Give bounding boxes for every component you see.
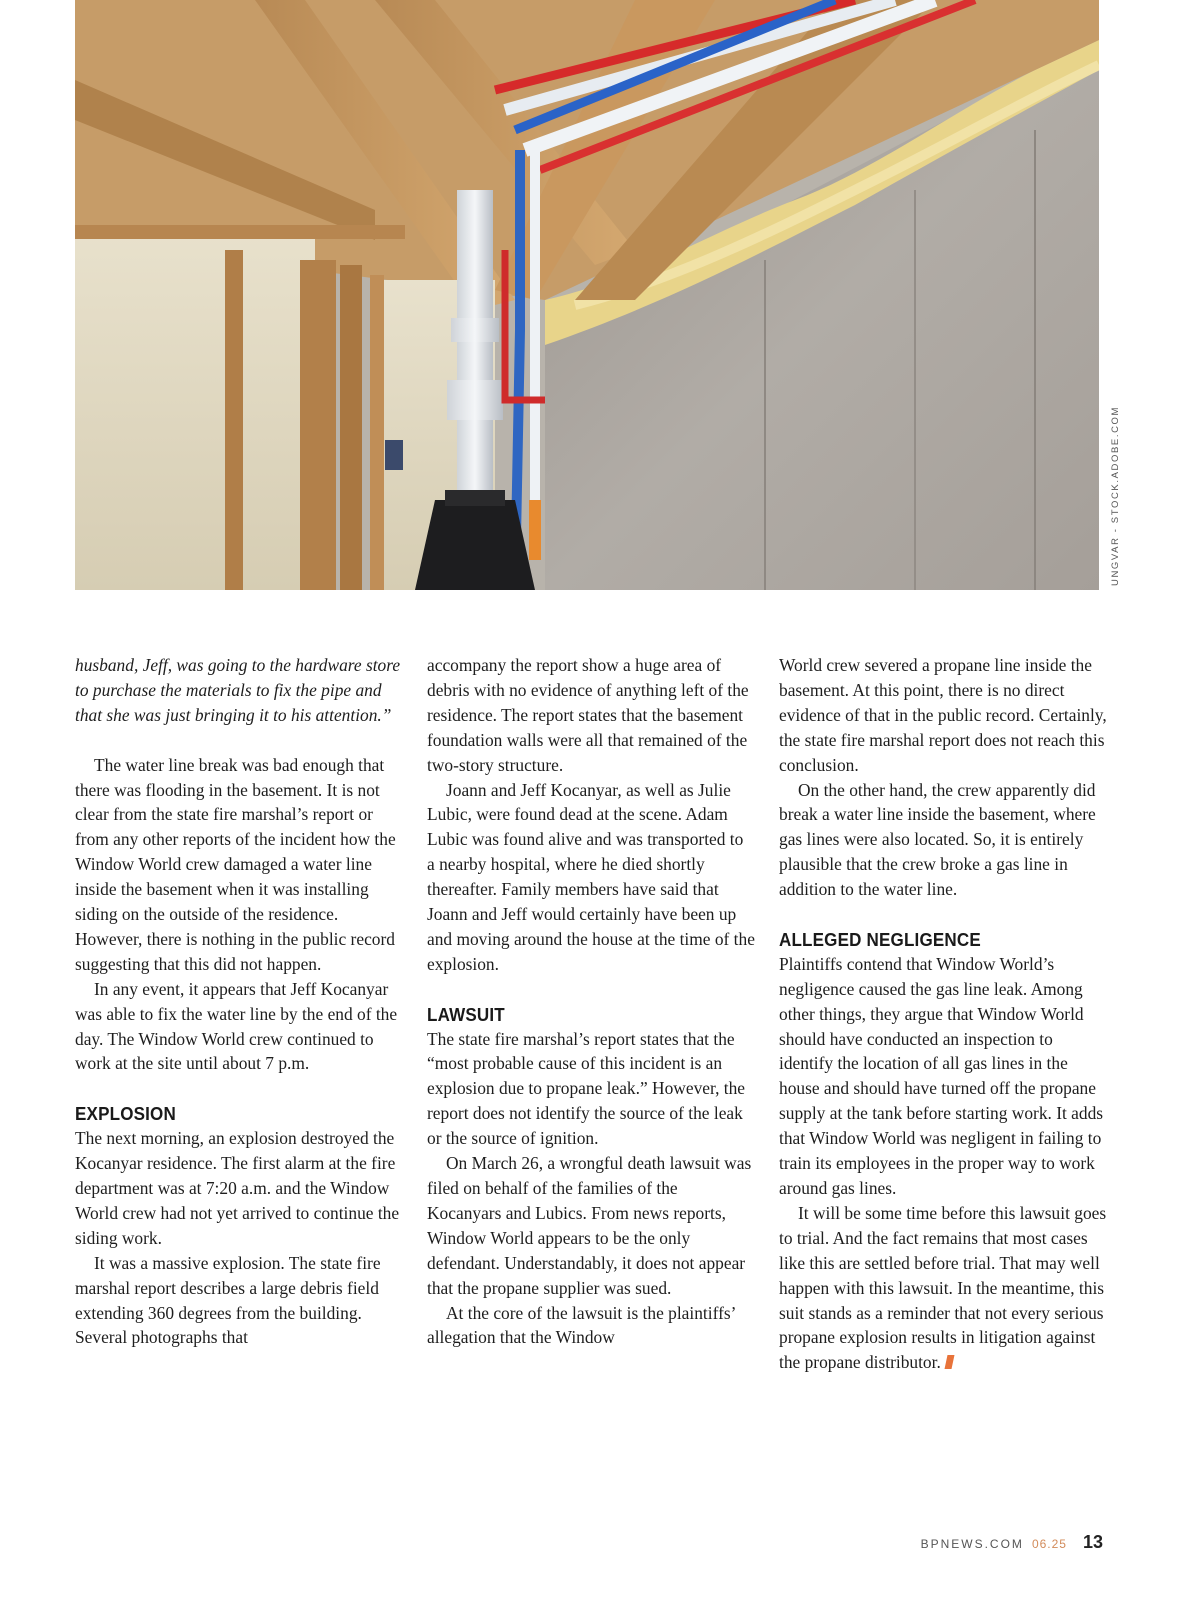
paragraph: The state fire marshal’s report states that the “most probable cause of this incident is an explosion due to propane leak.” However, the report does not identify the source of the leak or the source of ignition.	[427, 1028, 746, 1149]
footer-issue-date: 06.25	[1031, 1537, 1067, 1551]
basement-photo-illustration	[75, 0, 1099, 590]
paragraph: accompany the report show a huge area of debris with no evidence of anything left of the residence. The report states that the basement foundation walls were all that remained of the two-story structure.	[427, 655, 749, 775]
page-number: 13	[1082, 1532, 1103, 1552]
paragraph: On the other hand, the crew apparently did break a water line inside the basement, where gas lines were also located. So, it is entirely plausible that the crew broke a gas line in addition to the water line.	[779, 779, 1096, 900]
paragraph-text: It will be some time before this lawsuit goes to trial. And the fact remains that most cases like this are settled before trial. That may well happen with this lawsuit. In the meantime, this suit stands as a reminder that not every serious propane explosion results in litigation against the propane distributor.	[779, 1202, 1107, 1373]
paragraph: In any event, it appears that Jeff Kocanyar was able to fix the water line by the end of the day. The Window World crew continued to work at the site until about 7 p.m.	[75, 978, 398, 1074]
paragraph-final	[779, 1201, 1107, 1375]
section-heading-explosion: EXPLOSION	[75, 1103, 176, 1125]
photo-credit: UNGVAR - STOCK.ADOBE.COM	[1110, 405, 1121, 586]
paragraph: At the core of the lawsuit is the plaintiffs’ allegation that the Window	[427, 1302, 736, 1348]
article-column-2	[427, 653, 755, 1350]
paragraph: On March 26, a wrongful death lawsuit was filed on behalf of the families of the Kocanyars and Lubics. From news reports, Window World appears to be the only defendant. Understandably, it does not appear that the propane supplier was sued.	[427, 1153, 752, 1298]
article-column-3	[779, 653, 1107, 1375]
paragraph: It was a massive explosion. The state fire marshal report describes a large debris field extending 360 degrees from the building. Several photographs that	[75, 1252, 381, 1348]
end-mark-icon	[944, 1355, 954, 1369]
pull-quote-continuation: husband, Jeff, was going to the hardware store to purchase the materials to fix the pipe and that she was just bringing it to his attention.”	[75, 655, 401, 725]
basement-photo	[75, 0, 1099, 590]
paragraph: World crew severed a propane line inside the basement. At this point, there is no direct evidence of that in the public record. Certainly, the state fire marshal report does not reach this conclusion.	[779, 655, 1107, 775]
paragraph: Plaintiffs contend that Window World’s negligence caused the gas line leak. Among other things, they argue that Window World should have conducted an inspection to identify the location of all gas lines in the house and should have turned off the propane supply at the tank before starting work. It adds that Window World was negligent in failing to train its employees in the proper way to work around gas lines.	[779, 953, 1104, 1198]
paragraph: The next morning, an explosion destroyed the Kocanyar residence. The first alarm at the fire department was at 7:20 a.m. and the Window World crew had not yet arrived to continue the siding work.	[75, 1128, 400, 1248]
article-column-1	[75, 653, 403, 1350]
section-heading-alleged-negligence: ALLEGED NEGLIGENCE	[779, 928, 981, 950]
paragraph: Joann and Jeff Kocanyar, as well as Julie Lubic, were found dead at the scene. Adam Lubic was found alive and was transported to a nearby hospital, where he died shortly thereafter. Family members have said that Joann and Jeff would certainly have been up and moving around the house at the time of the explosion.	[427, 779, 755, 974]
page-footer	[921, 1532, 1103, 1553]
paragraph: The water line break was bad enough that there was flooding in the basement. It is not clear from the state fire marshal’s report or from any other reports of the incident how the Window World crew damaged a water line inside the basement when it was installing siding on the outside of the residence. However, there is nothing in the public record suggesting that this did not happen.	[75, 754, 396, 974]
section-heading-lawsuit: LAWSUIT	[427, 1003, 505, 1025]
footer-site: BPNEWS.COM	[920, 1537, 1024, 1551]
